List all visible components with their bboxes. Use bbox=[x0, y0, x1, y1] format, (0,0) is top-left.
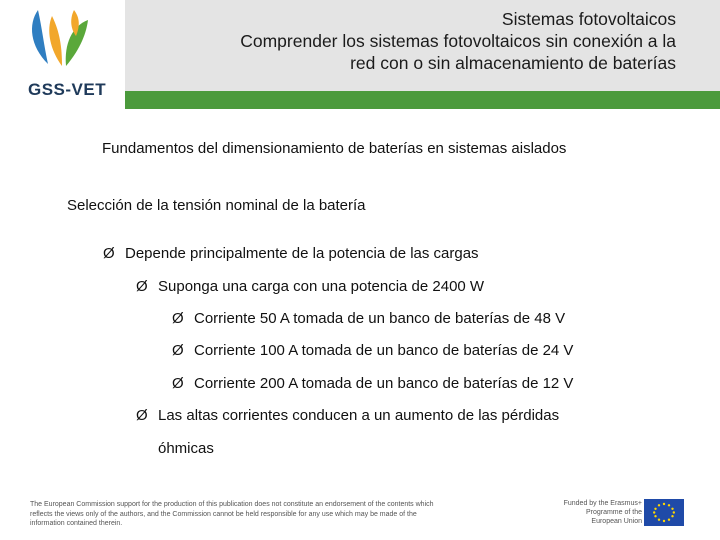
bullet-item bbox=[172, 374, 573, 394]
eu-stars-icon bbox=[644, 499, 684, 526]
section-heading: Fundamentos del dimensionamiento de baterías en sistemas aislados bbox=[102, 140, 567, 157]
arrow-bullet-icon: Ø bbox=[103, 245, 115, 262]
arrow-bullet-icon: Ø bbox=[172, 375, 184, 392]
bullet-text: Las altas corrientes conducen a un aumento de las pérdidas bbox=[158, 407, 560, 424]
title-line-1: Sistemas fotovoltaicos bbox=[501, 9, 676, 29]
arrow-bullet-icon: Ø bbox=[136, 278, 148, 295]
logo bbox=[0, 0, 125, 110]
bullet-text: Corriente 50 A tomada de un banco de baterías de 48 V bbox=[194, 310, 566, 327]
arrow-bullet-icon: Ø bbox=[172, 310, 184, 327]
title-line-3: red con o sin almacenamiento de baterías bbox=[350, 53, 676, 73]
title-line-2: Comprender los sistemas fotovoltaicos sin conexión a la bbox=[240, 31, 676, 51]
arrow-bullet-icon: Ø bbox=[172, 342, 184, 359]
bullet-item bbox=[136, 406, 559, 426]
bullet-text: Corriente 100 A tomada de un banco de baterías de 24 V bbox=[194, 342, 574, 359]
bullet-text: Depende principalmente de la potencia de las cargas bbox=[125, 245, 479, 262]
eu-disclaimer: The European Commission support for the production of this publication does not constitute an endorsement of the contents which reflects the views only of the authors, and the Commission cannot be held responsible for any use which may be made of the information contained therein. bbox=[30, 501, 434, 527]
bullet-text: Suponga una carga con una potencia de 2400 W bbox=[158, 278, 485, 295]
header-green-bar bbox=[125, 91, 720, 109]
subheading: Selección de la tensión nominal de la batería bbox=[67, 197, 366, 214]
bullet-item bbox=[172, 309, 565, 329]
funded-by-text: Funded by the Erasmus+ Programme of the European Union bbox=[563, 500, 642, 525]
slide-header bbox=[0, 0, 720, 110]
logo-text: GSS-VET bbox=[28, 80, 107, 99]
bullet-item bbox=[172, 341, 573, 361]
bullet-item bbox=[136, 277, 484, 297]
arrow-bullet-icon: Ø bbox=[136, 407, 148, 424]
bullet-continuation: óhmicas bbox=[158, 440, 214, 457]
leaf-logo-icon bbox=[24, 6, 96, 78]
bullet-text: Corriente 200 A tomada de un banco de baterías de 12 V bbox=[194, 375, 574, 392]
eu-flag-icon bbox=[644, 499, 684, 526]
slide-title bbox=[156, 8, 676, 74]
bullet-item bbox=[103, 244, 479, 264]
